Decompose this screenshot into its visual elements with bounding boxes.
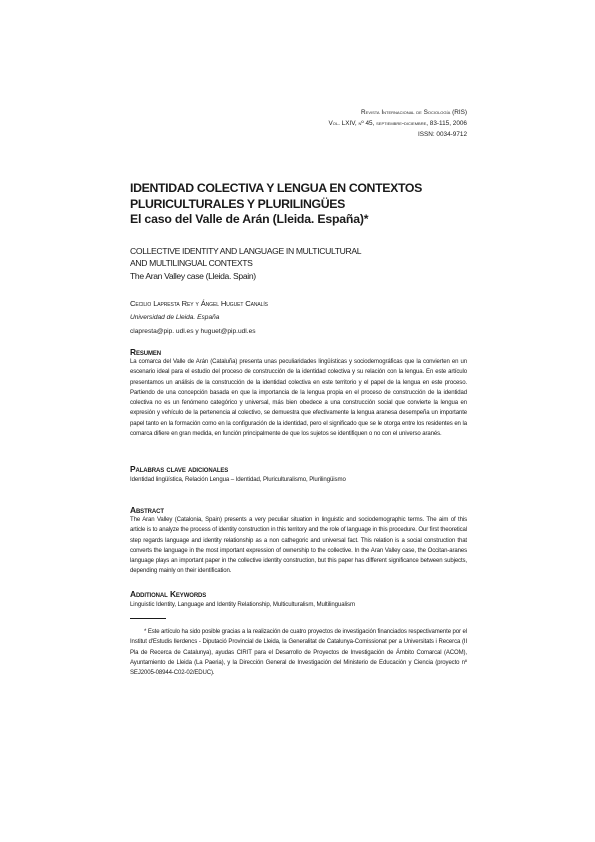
author-emails: clapresta@pip. udl.es y huguet@pip.udl.es bbox=[130, 328, 256, 335]
english-title-line-2: AND MULTILINGUAL CONTEXTS bbox=[130, 258, 253, 269]
english-title bbox=[130, 245, 467, 282]
abstract-heading: Abstract bbox=[130, 505, 164, 515]
footnote-divider bbox=[130, 618, 166, 619]
palabras-clave-text: Identidad lingüística, Relación Lengua – Identidad, Pluriculturalismo, Plurilingüismo bbox=[130, 476, 346, 483]
palabras-clave-heading: Palabras clave adicionales bbox=[130, 464, 229, 474]
english-title-line-1: COLLECTIVE IDENTITY AND LANGUAGE IN MULTICULTURAL bbox=[130, 246, 362, 256]
title-line-2: PLURICULTURALES Y PLURILINGÜES bbox=[130, 196, 345, 211]
abstract-text: The Aran Valley (Catalonia, Spain) presents a very peculiar situation in linguistic and sociodemographic terms. The aim of this article is to analyze the process of identity construction in this territory and the role of language in this procedure. Our first theoretical step regards language and identity relationship as a non cathegoric and universal fact. This relation is a social construction that converts the language in the most important expression of ownership to the collective. In the Aran Valley case, the Occitan-aranes language plays an important paper in the collective identity construction, but this paper has different significance between subjects, depending mainly on their identification. bbox=[130, 517, 467, 575]
english-subtitle: The Aran Valley case (Lleida. Spain) bbox=[130, 270, 256, 281]
journal-issue: Vol. LXIV, nº 45, septiembre-diciembre, 83-115, 2006 bbox=[328, 120, 467, 127]
title-block bbox=[130, 181, 467, 228]
keywords-text: Linguistic Identity, Language and Identity Relationship, Multiculturalism, Multilingualism bbox=[130, 601, 355, 608]
resumen-heading: Resumen bbox=[130, 347, 162, 357]
journal-name: Revista Internacional de Sociología (RIS) bbox=[361, 109, 467, 116]
footnote: * Este artículo ha sido posible gracias a la realización de cuatro proyectos de investigación financiados respectivamente por el Institut d'Estudis Ilerdencs - Diputació Provincial de Lleida, la Generalitat de Catalunya-Comissionat per a Universitats i Recerca (II Pla de Recerca de Catalunya), ayudas CIRIT para el Desarrollo de Proyectos de Investigación de Ámbito Comarcal (ACOM), Ayuntamiento de Lleida (La Paeria), y la Dirección General de Investigación del Ministerio de Educación y Ciencia (proyecto nº SEJ2005-08944-C02-02/EDUC). bbox=[130, 629, 467, 677]
resumen-text: La comarca del Valle de Arán (Cataluña) presenta unas peculiaridades lingüísticas y sociodemográficas que la convierten en un escenario ideal para el estudio del proceso de construcción de la identidad colectiva y su relación con la lengua. En este artículo presentamos un análisis de la construcción de la identidad colectiva en este territorio y el papel de la lengua en este proceso. Partiendo de una concepción basada en que la importancia de la lengua propia en el proceso de construcción de la identidad colectiva no es un fenómeno categórico y universal, más bien obedece a una construcción social que convierte la lengua en expresión y vehículo de la pertenencia al colectivo, se demuestra que efectivamente la lengua aranesa desempeña un importante papel tanto en la formación como en la configuración de la identidad, pero el significado que se le otorga entre los residentes en la comarca difiere en gran medida, en función principalmente de que los sujetos se identifiquen o no con el universo aranés. bbox=[130, 359, 467, 438]
title-subtitle: El caso del Valle de Arán (Lleida. España)* bbox=[130, 212, 369, 226]
keywords-heading: Additional Keywords bbox=[130, 589, 207, 599]
journal-issn: ISSN: 0034-9712 bbox=[417, 131, 467, 138]
title-line-1: IDENTIDAD COLECTIVA Y LENGUA EN CONTEXTOS bbox=[130, 181, 422, 195]
author-affiliation: Universidad de Lleida. España bbox=[130, 314, 220, 321]
author-names: Cecilio Lapresta Rey y Ángel Huguet Canalís bbox=[130, 299, 268, 308]
journal-header bbox=[130, 107, 467, 140]
